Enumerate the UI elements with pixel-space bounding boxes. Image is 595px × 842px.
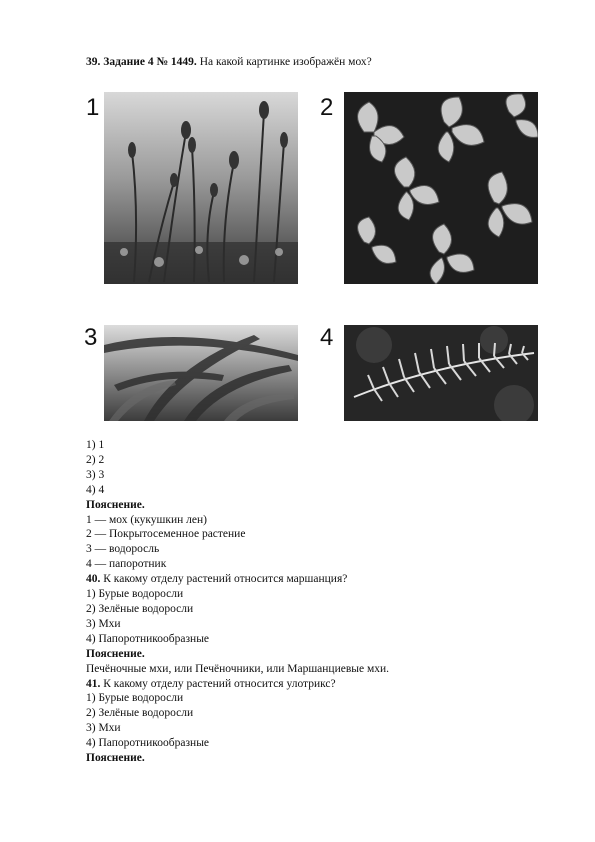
- task-39-explanation-line-2: 2 — Покрытосеменное растение: [86, 528, 246, 541]
- picture-label-1: 1: [86, 94, 100, 121]
- task-40-explanation-text: Печёночные мхи, или Печёночники, или Маршанциевые мхи.: [86, 662, 390, 675]
- picture-label-4: 4: [320, 324, 334, 351]
- task-40-question: К какому отделу растений относится маршанция?: [100, 573, 348, 586]
- task-41-option-4: 4) Папоротникообразные: [86, 737, 210, 750]
- task-41-explanation-title: Пояснение.: [86, 752, 145, 765]
- clover-plant-photo: [344, 92, 538, 284]
- task-39-explanation-title: Пояснение.: [86, 498, 145, 511]
- moss-photo: [104, 92, 298, 284]
- task-39-header: [86, 56, 372, 68]
- task-39-option-3: 3) 3: [86, 468, 105, 481]
- task-41-option-1: 1) Бурые водоросли: [86, 692, 184, 705]
- task-39-option-2: 2) 2: [86, 453, 105, 466]
- task-41-number: 41.: [86, 677, 101, 690]
- task-41-option-2: 2) Зелёные водоросли: [86, 707, 194, 720]
- task-40-explanation-title: Пояснение.: [86, 647, 145, 660]
- task-40-number: 40.: [86, 573, 101, 586]
- picture-label-3: 3: [84, 324, 98, 351]
- task-40-option-2: 2) Зелёные водоросли: [86, 602, 194, 615]
- fern-photo: [344, 325, 538, 421]
- task-39-option-1: 1) 1: [86, 439, 105, 451]
- task-39-explanation-line-3: 3 — водоросль: [86, 543, 160, 556]
- picture-label-2: 2: [320, 94, 334, 121]
- answers-and-explanations: [86, 438, 546, 766]
- task-40-header: [86, 572, 546, 587]
- seaweed-photo: [104, 325, 298, 421]
- task-41-option-3: 3) Мхи: [86, 722, 121, 735]
- task-39-question: На какой картинке изображён мох?: [196, 56, 372, 68]
- task-40-option-1: 1) Бурые водоросли: [86, 588, 184, 601]
- task-39-explanation-line-4: 4 — папоротник: [86, 558, 167, 571]
- task-40-option-3: 3) Мхи: [86, 617, 121, 630]
- task-41-question: К какому отделу растений относится улотрикс?: [100, 677, 336, 690]
- task-40-option-4: 4) Папоротникообразные: [86, 632, 210, 645]
- task-39-option-4: 4) 4: [86, 483, 105, 496]
- task-39-explanation-line-1: 1 — мох (кукушкин лен): [86, 513, 207, 526]
- task-39-number: 39. Задание 4 № 1449.: [86, 56, 197, 68]
- task-41-header: [86, 677, 546, 692]
